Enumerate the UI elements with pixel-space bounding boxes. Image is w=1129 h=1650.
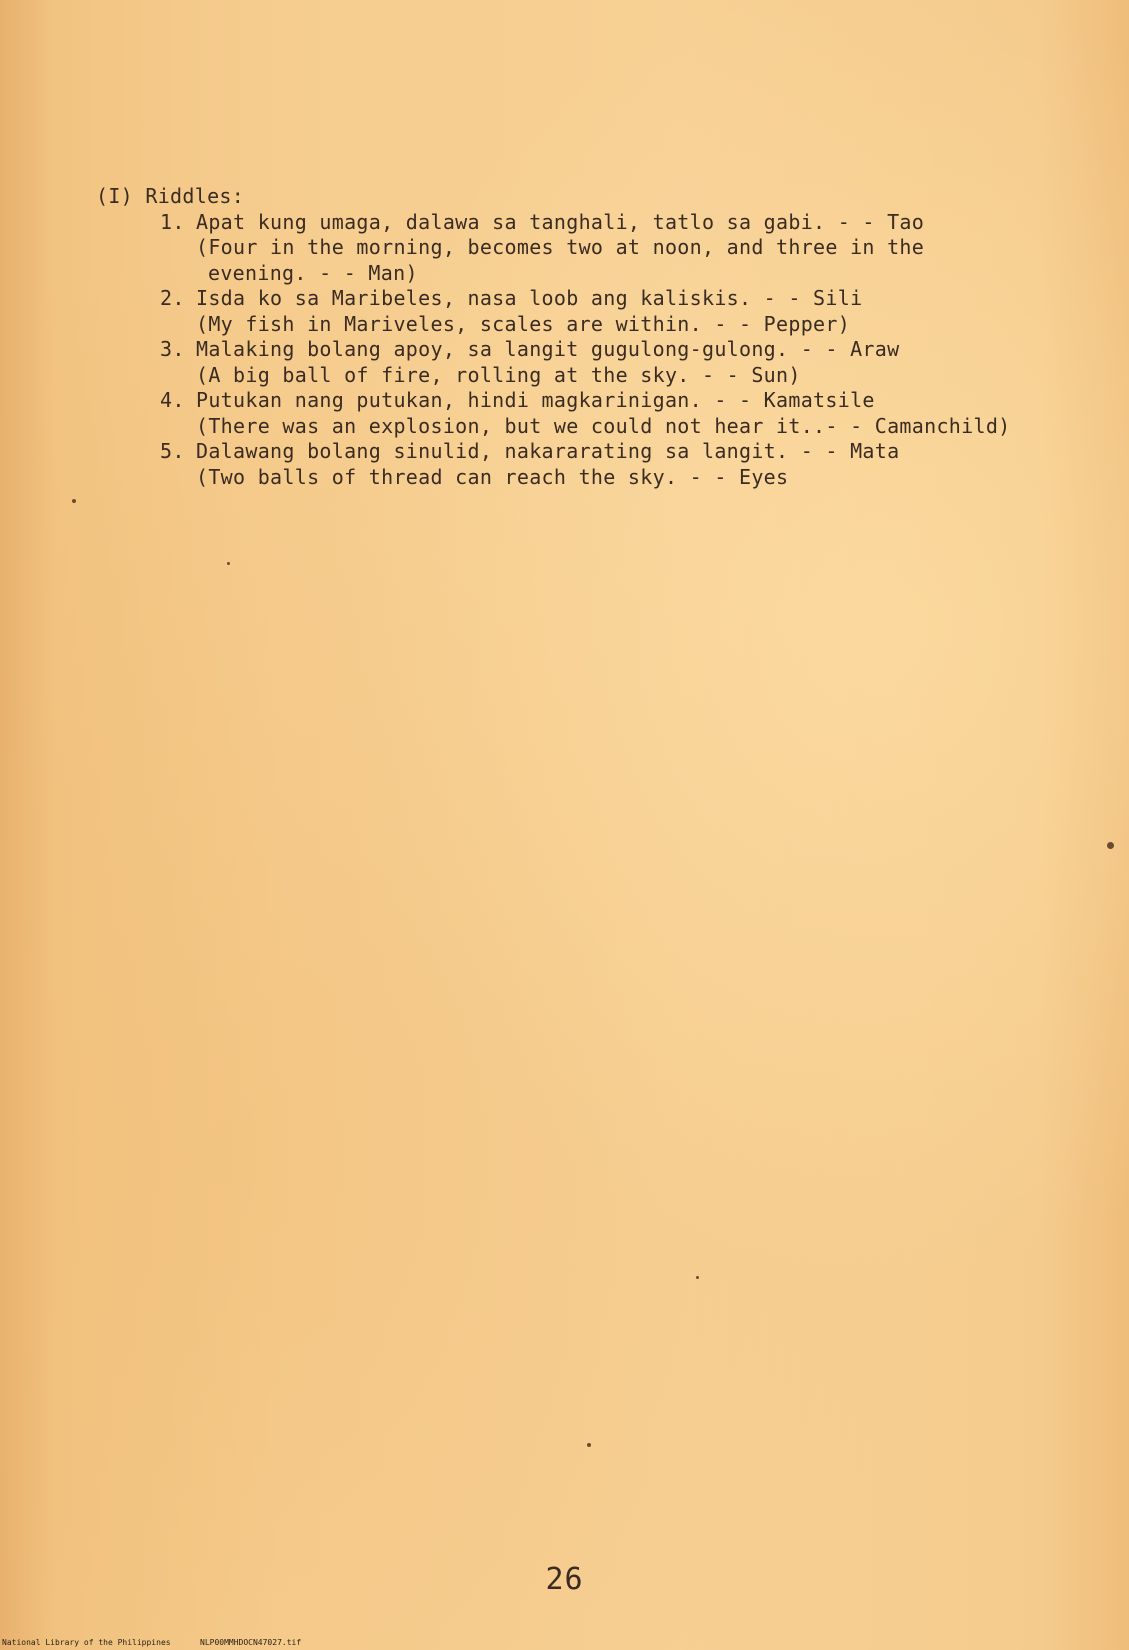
scan-footer [0,1636,1129,1650]
paper-speck [227,562,230,565]
footer-library: National Library of the Philippines [2,1638,171,1647]
riddle-translation: (Four in the morning, becomes two at noon, and three in the [196,235,925,259]
riddle-item [160,210,1056,287]
riddle-translation-continued: evening. - - Man) [208,260,418,285]
footer-filename: NLP00MMHDOCN47027.tif [200,1638,302,1647]
riddle-number: 1. [160,209,185,234]
riddle-tagalog: Dalawang bolang sinulid, nakararating sa langit. - - Mata [196,439,900,463]
riddle-number: 2. [160,286,185,310]
riddle-translation: (There was an explosion, but we could not hear it..- - Camanchild) [196,413,1011,438]
riddle-item [160,337,1056,388]
riddle-item [160,439,1056,490]
riddle-number: 4. [160,388,185,412]
riddle-item [160,286,1056,337]
riddle-item [160,388,1056,439]
riddle-tagalog: Malaking bolang apoy, sa langit gugulong-gulong. - - Araw [196,337,900,361]
riddle-translation: (My fish in Mariveles, scales are within. - - Pepper) [196,311,851,336]
section-heading: (I) Riddles: [96,184,245,208]
paper-speck [587,1443,591,1447]
paper-speck [1107,842,1114,849]
riddles-section [96,184,1056,490]
riddle-translation: (A big ball of fire, rolling at the sky. - - Sun) [196,362,801,387]
riddle-tagalog: Isda ko sa Maribeles, nasa loob ang kaliskis. - - Sili [196,286,863,310]
riddle-number: 5. [160,439,185,463]
riddle-list [96,210,1056,491]
paper-speck [72,499,76,503]
page-number: 26 [545,1562,584,1597]
paper-speck [696,1276,699,1279]
riddle-number: 3. [160,337,185,361]
riddle-translation: (Two balls of thread can reach the sky. - - Eyes [196,464,789,489]
riddle-tagalog: Apat kung umaga, dalawa sa tanghali, tatlo sa gabi. - - Tao [196,209,925,234]
riddle-tagalog: Putukan nang putukan, hindi magkarinigan. - - Kamatsile [196,388,875,412]
